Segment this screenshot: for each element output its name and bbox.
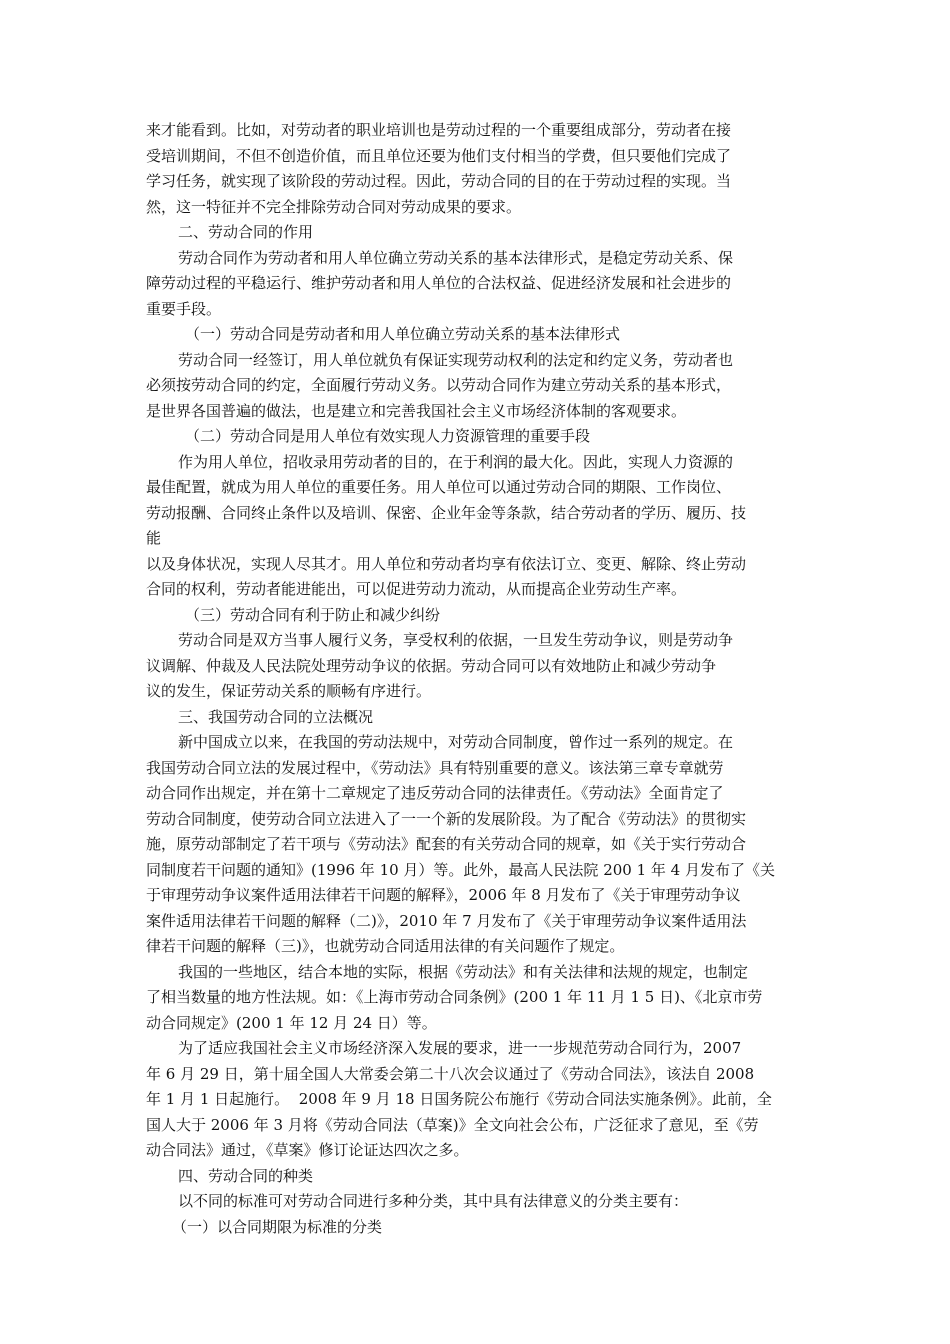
text-line: 同制度若干问题的通知》(1996 年 10 月）等。此外，最高人民法院 200 1 年 4 月发布了《关 [146, 860, 775, 879]
text-line: 以及身体状况，实现人尽其才。用人单位和劳动者均享有依法订立、变更、解除、终止劳动 [146, 554, 747, 573]
text-line: 我国劳动合同立法的发展过程中，《劳动法》具有特别重要的意义。该法第三章专章就劳 [146, 758, 724, 777]
text-line: 动合同规定》(200 1 年 12 月 24 日）等。 [146, 1013, 437, 1032]
text-line: 劳动报酬、合同终止条件以及培训、保密、企业年金等条款，结合劳动者的学历、履历、技 [146, 503, 747, 522]
text-line: 劳动合同作为劳动者和用人单位确立劳动关系的基本法律形式，是稳定劳动关系、保 [178, 248, 734, 267]
subsection-heading: （一）以合同期限为标准的分类 [172, 1217, 383, 1236]
section-heading: 四、劳动合同的种类 [178, 1166, 314, 1185]
text-line: 劳动合同一经签订，用人单位就负有保证实现劳动权利的法定和约定义务，劳动者也 [178, 350, 734, 369]
subsection-heading: （二）劳动合同是用人单位有效实现人力资源管理的重要手段 [185, 427, 591, 445]
text-line: 于审理劳动争议案件适用法律若干问题的解释》，2006 年 8 月发布了《关于审理劳动争议 [146, 886, 741, 904]
text-line: 合同的权利，劳动者能进能出，可以促进劳动力流动，从而提高企业劳动生产率。 [146, 580, 687, 598]
text-line: 最佳配置，就成为用人单位的重要任务。用人单位可以通过劳动合同的期限、工作岗位、 [146, 478, 732, 496]
text-line: 年 6 月 29 日，第十届全国人大常委会第二十八次会议通过了《劳动合同法》，该法自 2008 [146, 1064, 755, 1083]
text-line: 障劳动过程的平稳运行、维护劳动者和用人单位的合法权益、促进经济发展和社会进步的 [146, 274, 732, 292]
section-heading: 二、劳动合同的作用 [178, 223, 314, 241]
text-line: 动合同法》通过，《草案》修订论证达四次之多。 [146, 1141, 469, 1159]
section-heading: 三、我国劳动合同的立法概况 [178, 707, 374, 726]
text-line: 年 1 月 1 日起施行。 2008 年 9 月 18 日国务院公布施行《劳动合同法实施条例》。此前，全 [146, 1090, 772, 1108]
text-line: 议的发生，保证劳动关系的顺畅有序进行。 [146, 682, 432, 700]
text-line: 重要手段。 [146, 299, 222, 318]
text-line: 案件适用法律若干问题的解释（二)》，2010 年 7 月发布了《关于审理劳动争议案件适用法 [146, 911, 747, 930]
text-line: 然，这一特征并不完全排除劳动合同对劳动成果的要求。 [146, 197, 522, 216]
text-line: 动合同作出规定，并在第十二章规定了违反劳动合同的法律责任。《劳动法》全面肯定了 [146, 784, 724, 802]
text-line: 为了适应我国社会主义市场经济深入发展的要求，进一一步规范劳动合同行为，2007 [178, 1039, 742, 1057]
subsection-heading: （一）劳动合同是劳动者和用人单位确立劳动关系的基本法律形式 [185, 325, 621, 343]
text-line: 能 [146, 529, 162, 547]
text-line: 是世界各国普遍的做法，也是建立和完善我国社会主义市场经济体制的客观要求。 [146, 401, 687, 420]
text-line: 作为用人单位，招收录用劳动者的目的，在于利润的最大化。因此，实现人力资源的 [178, 452, 734, 471]
text-line: 新中国成立以来，在我国的劳动法规中，对劳动合同制度，曾作过一系列的规定。在 [178, 733, 734, 751]
text-line: 劳动合同是双方当事人履行义务，享受权利的依据，一旦发生劳动争议，则是劳动争 [178, 631, 734, 649]
text-line: 受培训期间，不但不创造价值，而且单位还要为他们支付相当的学费，但只要他们完成了 [146, 146, 732, 165]
text-line: 施，原劳动部制定了若干项与《劳动法》配套的有关劳动合同的规章，如《关于实行劳动合 [146, 835, 747, 853]
text-line: 必须按劳动合同的约定，全面履行劳动义务。以劳动合同作为建立劳动关系的基本形式， [146, 376, 732, 394]
text-line: 国人大于 2006 年 3 月将《劳动合同法（草案)》全文向社会公布，广泛征求了意见，至《劳 [146, 1115, 759, 1134]
text-line: 我国的一些地区，结合本地的实际，根据《劳动法》和有关法律和法规的规定，也制定 [178, 962, 749, 981]
text-line: 来才能看到。比如，对劳动者的职业培训也是劳动过程的一个重要组成部分，劳动者在接 [146, 121, 732, 139]
text-line: 以不同的标准可对劳动合同进行多种分类，其中具有法律意义的分类主要有： [178, 1192, 689, 1210]
text-line: 劳动合同制度，使劳动合同立法进入了一一个新的发展阶段。为了配合《劳动法》的贯彻实 [146, 809, 747, 828]
text-line: 学习任务，就实现了该阶段的劳动过程。因此，劳动合同的目的在于劳动过程的实现。当 [146, 172, 732, 190]
text-line: 议调解、仲裁及人民法院处理劳动争议的依据。劳动合同可以有效地防止和减少劳动争 [146, 656, 717, 675]
text-line: 律若干问题的解释（三)》，也就劳动合同适用法律的有关问题作了规定。 [146, 937, 625, 955]
text-line: 了相当数量的地方性法规。如：《上海市劳动合同条例》(200 1 年 11 月 1 5 日)、《北京市劳 [146, 988, 763, 1006]
subsection-heading: （三）劳动合同有利于防止和减少纠纷 [185, 605, 441, 624]
